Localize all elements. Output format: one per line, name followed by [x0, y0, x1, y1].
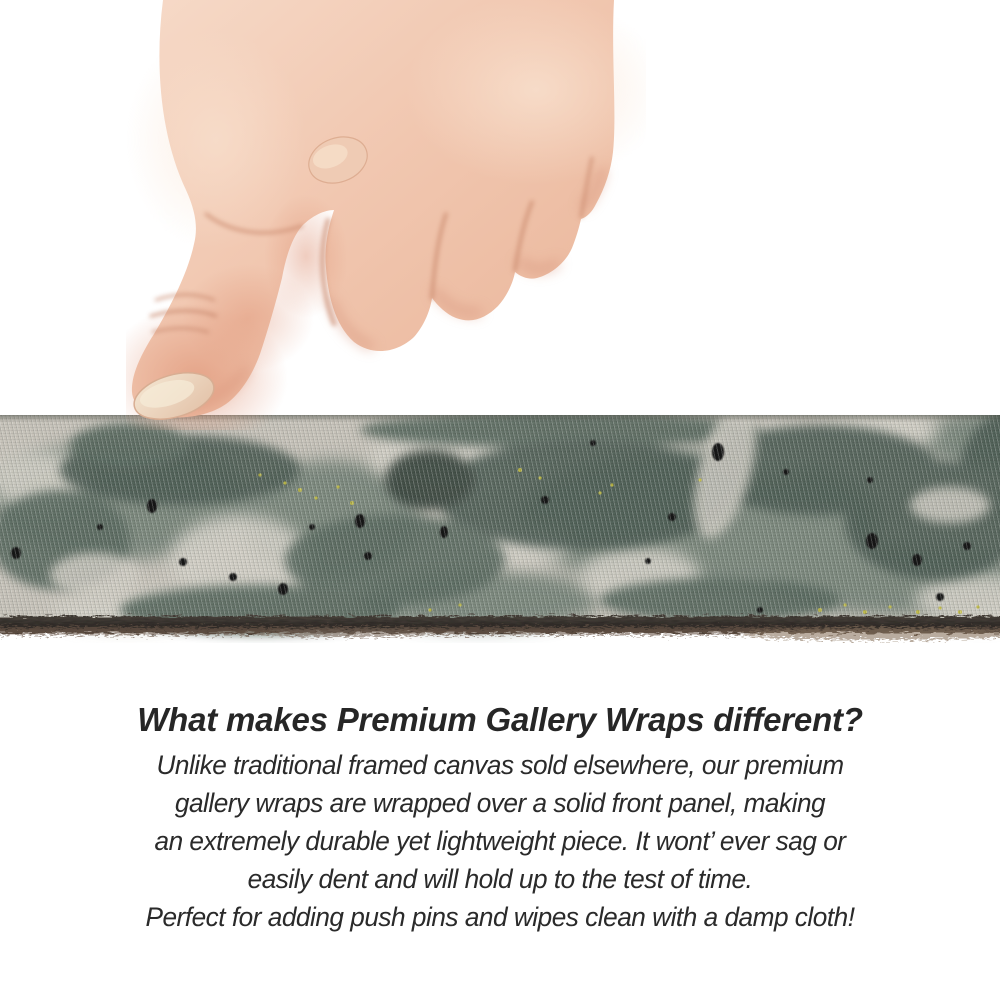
- body-line: an extremely durable yet lightweight piece. It wont’ ever sag or: [154, 826, 846, 856]
- gallery-wrap-canvas-edge-photo: [0, 415, 1000, 643]
- body-text: [0, 746, 1000, 936]
- body-line: gallery wraps are wrapped over a solid front panel, making: [174, 788, 826, 818]
- hand-graphic: [126, 0, 646, 430]
- hand-fist-thumb-pressing-down-photo: [126, 0, 646, 430]
- headline: What makes Premium Gallery Wraps different?: [137, 701, 863, 738]
- canvas-strip-graphic: [0, 415, 1000, 643]
- body-line: Unlike traditional framed canvas sold elsewhere, our premium: [156, 750, 844, 780]
- marketing-copy: [0, 648, 1000, 936]
- body-line: Perfect for adding push pins and wipes clean with a damp cloth!: [145, 902, 855, 932]
- body-line: easily dent and will hold up to the test of time.: [247, 864, 753, 894]
